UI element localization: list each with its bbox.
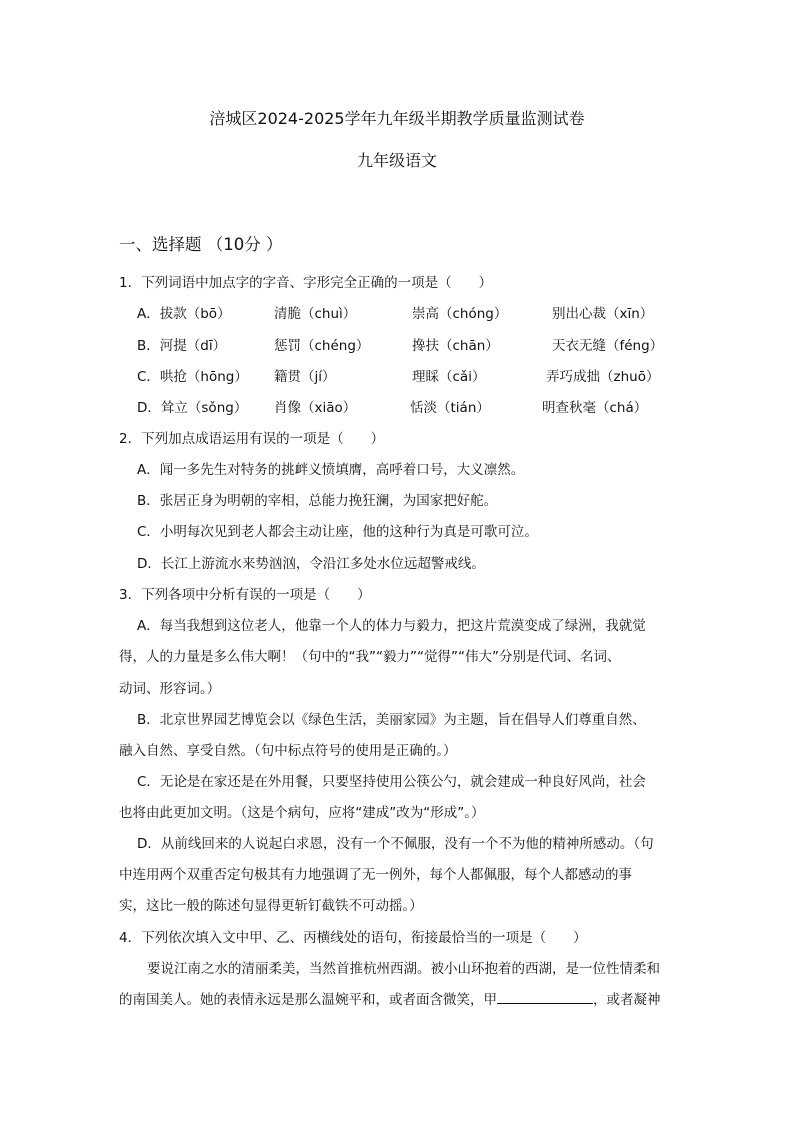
q2-option-c: C．小明每次见到老人都会主动让座，他的这种行为真是可歌可泣。 [137,524,538,540]
q4-passage-line-2b: ，或者凝神 [593,992,661,1008]
q3-line-10: 实，这比一般的陈述句显得更斩钉截铁不可动摇。） [119,898,423,914]
q2-option-a: A．闻一多先生对特务的挑衅义愤填膺，高呼着口号，大义凛然。 [137,462,525,478]
q1-d-label: D．耸立（sǒng） [137,400,248,416]
q1-a-item-1: 清脆（chuì） [274,306,357,322]
q2-option-b: B．张居正身为明朝的宰相，总能力挽狂澜，为国家把好舵。 [137,493,498,509]
q2-option-d: D．长江上游流水来势汹汹，令沿江多处水位远超警戒线。 [137,556,485,572]
section-heading: 一、选择题 （10分 ） [119,235,283,254]
q1-c-item-3: 弄巧成拙（zhuō） [546,369,660,385]
q3-line-5: 融入自然、享受自然。（句中标点符号的使用是正确的。） [119,743,457,759]
question-4-stem: 4．下列依次填入文中甲、乙、丙横线处的语句，衔接最恰当的一项是（ ） [119,930,587,946]
q3-line-4: B．北京世界园艺博览会以《绿色生活，美丽家园》为主题，旨在倡导人们尊重自然、 [137,712,646,728]
q1-b-label: B．河提（dī） [137,338,227,354]
q1-b-item-2: 搀扶（chān） [412,338,499,354]
q3-line-9: 中连用两个双重否定句极其有力地强调了无一例外，每个人都佩服，每个人都感动的事 [119,867,632,883]
q1-d-item-1: 肖像（xiāo） [274,400,357,416]
q1-d-item-2: 恬淡（tián） [410,400,490,416]
q1-c-item-1: 籍贯（jí） [274,369,336,385]
q4-passage-line-1: 要说江南之水的清丽柔美，当然首推杭州西湖。被小山环抱着的西湖，是一位性情柔和 [147,961,660,977]
q1-c-label: C．哄抢（hōng） [137,369,248,385]
q3-line-2: 得，人的力量是多么伟大啊！（句中的“我”“毅力”“觉得”“伟大”分别是代词、名词、 [119,649,621,665]
blank-jia [497,991,593,1004]
exam-title: 涪城区2024-2025学年九年级半期教学质量监测试卷 [209,109,585,128]
q3-line-7: 也将由此更加文明。（这是个病句，应将“建成”改为“形成”。） [119,805,485,821]
q3-line-3: 动词、形容词。） [119,681,221,697]
question-3-stem: 3．下列各项中分析有误的一项是（ ） [119,587,371,603]
question-1-stem: 1．下列词语中加点字的字音、字形完全正确的一项是（ ） [119,275,493,291]
exam-subtitle: 九年级语文 [356,151,437,170]
q4-passage-line-2 [119,988,661,1008]
q1-b-item-1: 惩罚（chéng） [274,338,370,354]
q1-c-item-2: 理睬（cǎi） [412,369,486,385]
q1-d-item-3: 明查秋毫（chá） [542,400,648,416]
q1-a-item-3: 别出心裁（xīn） [552,306,654,322]
question-2-stem: 2．下列加点成语运用有误的一项是（ ） [119,431,385,447]
q4-passage-line-2a: 的南国美人。她的表情永远是那么温婉平和，或者面含微笑，甲 [119,992,497,1008]
q3-line-8: D．从前线回来的人说起白求恩，没有一个不佩服，没有一个不为他的精神所感动。（句 [137,836,654,852]
q1-b-item-3: 天衣无缝（féng） [552,338,664,354]
q3-line-6: C．无论是在家还是在外用餐，只要坚持使用公筷公勺，就会建成一种良好风尚，社会 [137,774,646,790]
q3-line-1: A．每当我想到这位老人，他靠一个人的体力与毅力，把这片荒漠变成了绿洲，我就觉 [137,618,646,634]
q1-a-label: A．拔款（bō） [137,306,231,322]
q1-a-item-2: 崇高（chóng） [412,306,508,322]
